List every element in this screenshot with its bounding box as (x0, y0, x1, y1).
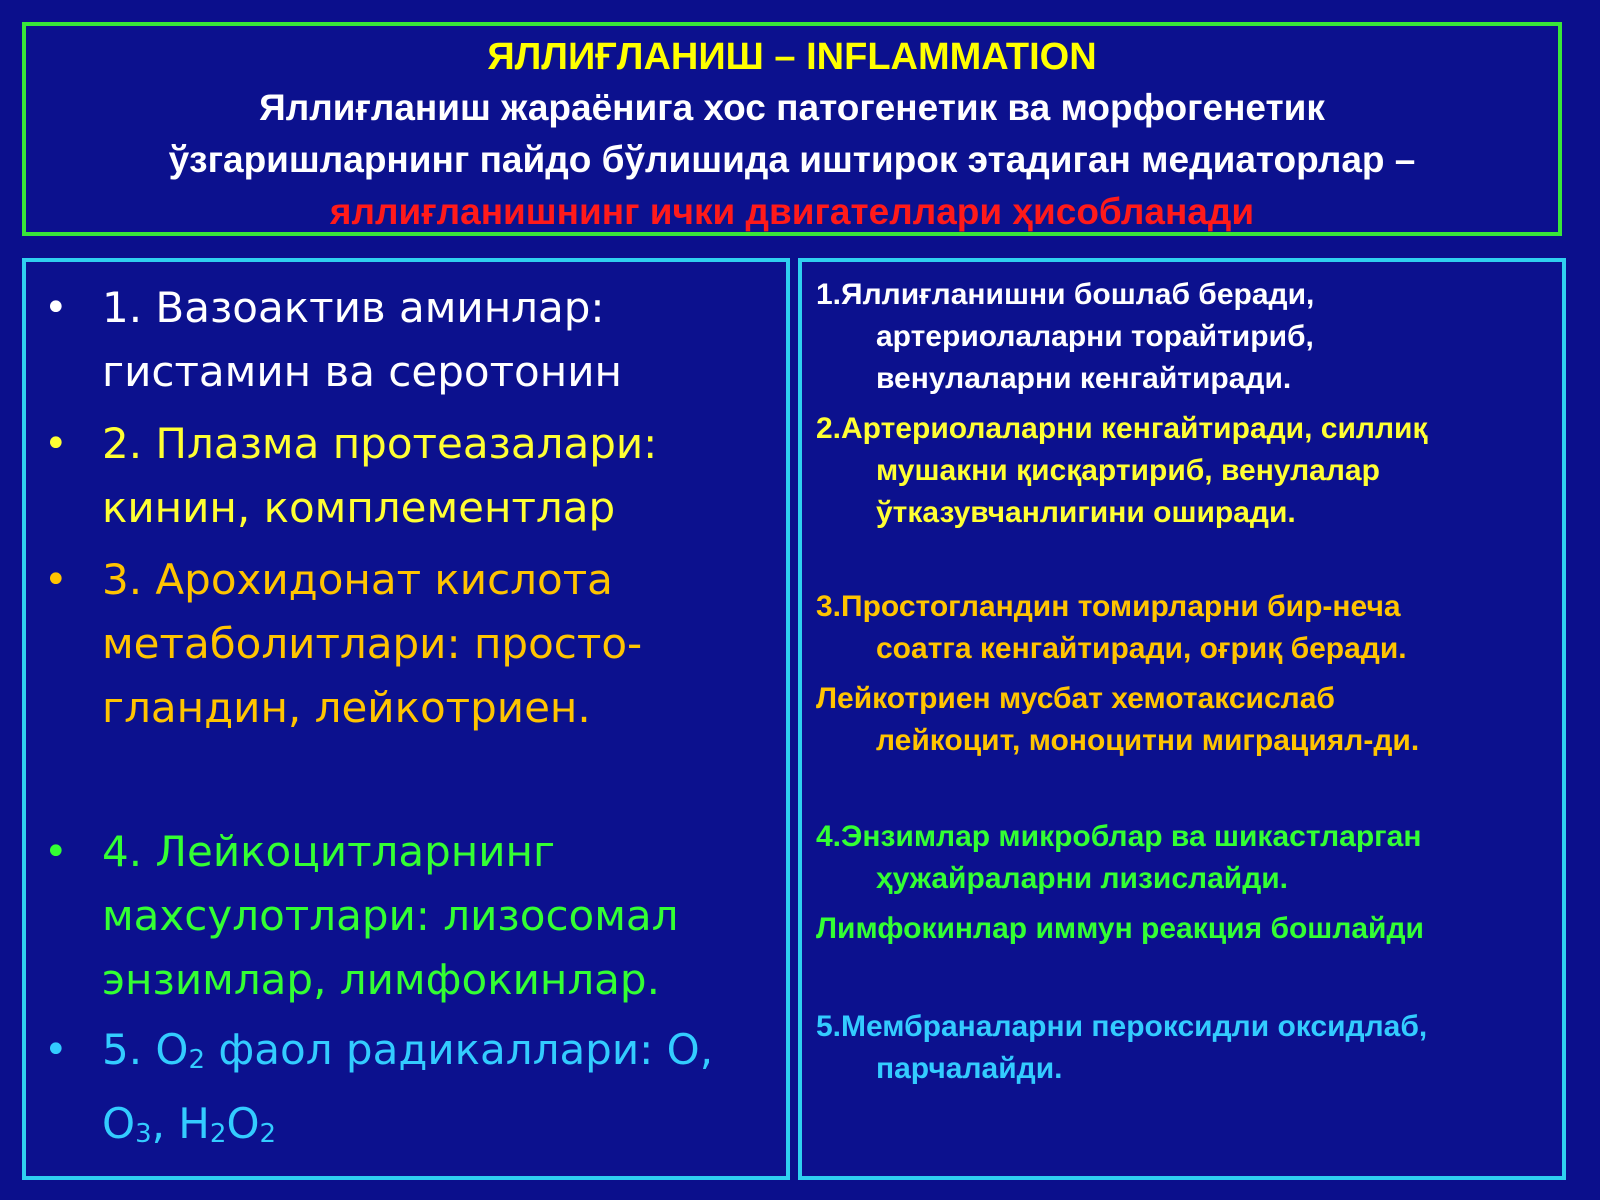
bullet-icon: • (44, 557, 68, 603)
item-4-line-2: махсулотлари: лизосомал (102, 891, 679, 940)
item-5-line-2: $O_3$, $H_2O_2$ (102, 1099, 277, 1149)
item-4-line-1: 4. Лейкоцитларнинг (102, 827, 556, 876)
subtitle-line-2: ўзгаришларнинг пайдо бўлишида иштирок этадиган медиаторлар – (168, 139, 1416, 180)
item-4-line-3: энзимлар, лимфокинлар. (102, 955, 660, 1004)
effect-paragraph-3b: Лейкотриен мусбат хемотаксислаб лейкоцит, моноцитни миграциял-ди. (816, 682, 1420, 757)
bullet-icon: • (44, 829, 68, 875)
item-2-line-1: 2. Плазма протеазалари: (102, 419, 658, 468)
effect-paragraph-2: 2.Артериолаларни кенгайтиради, силлиқ мушакни қисқартириб, венулалар ўтказувчанлигини оширади. (816, 412, 1428, 529)
bullet-icon: • (44, 285, 68, 331)
slide-title: ЯЛЛИҒЛАНИШ – INFLAMMATION (487, 36, 1097, 78)
item-3-line-1: 3. Арохидонат кислота (102, 555, 613, 604)
effect-paragraph-1: 1.Яллиғланишни бошлаб беради, артериолаларни торайтириб, венулаларни кенгайтиради. (816, 278, 1315, 395)
bullet-icon: • (44, 1027, 68, 1073)
effect-paragraph-5: 5.Мембраналарни пероксидли оксидлаб, парчалайди. (816, 1010, 1428, 1085)
effect-paragraph-4b: Лимфокинлар иммун реакция бошлайди (816, 912, 1424, 945)
mediators-list-panel (22, 258, 790, 1180)
effects-panel (798, 258, 1566, 1180)
bullet-icon: • (44, 421, 68, 467)
item-2-line-2: кинин, комплементлар (102, 483, 616, 532)
item-3-line-2: метаболитлари: просто- (102, 619, 643, 668)
item-3-line-3: гландин, лейкотриен. (102, 683, 591, 732)
item-1-line-1: 1. Вазоактив аминлар: (102, 283, 605, 332)
header-box (22, 22, 1562, 236)
effect-paragraph-4: 4.Энзимлар микроблар ва шикастларган ҳужайраларни лизислайди. (816, 820, 1422, 895)
effect-paragraph-3: 3.Простогландин томирларни бир-неча соатга кенгайтиради, оғриқ беради. (816, 590, 1407, 665)
subtitle-highlight: яллиғланишнинг ички двигателлари ҳисобланади (329, 191, 1255, 232)
item-5-line-1: 5. $O_2$ фаол радикаллари: O, (102, 1025, 714, 1075)
subtitle-line-1: Яллиғланиш жараёнига хос патогенетик ва морфогенетик (259, 87, 1325, 128)
item-1-line-2: гистамин ва серотонин (102, 347, 622, 396)
